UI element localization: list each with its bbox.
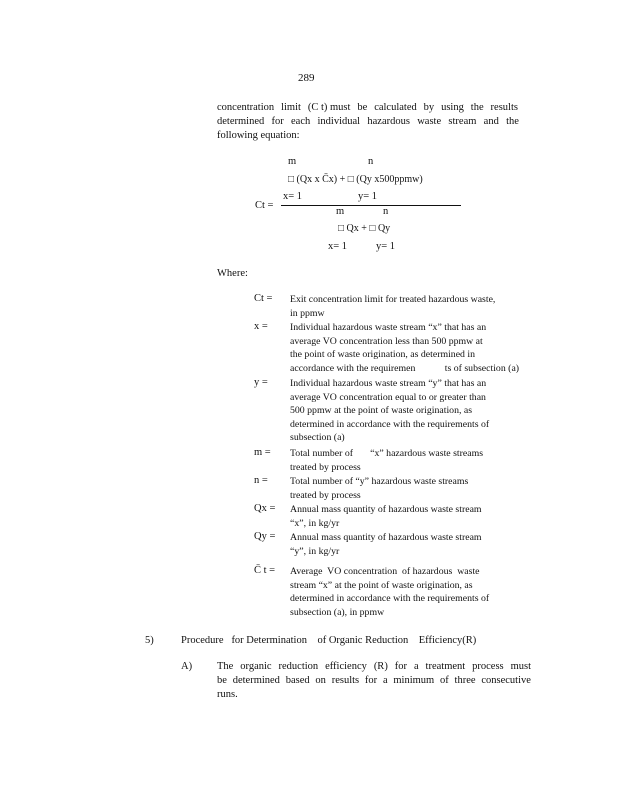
- definition-description: [290, 503, 482, 530]
- den-upper-m: m: [336, 206, 345, 217]
- word: by: [423, 102, 435, 113]
- num-lower-x: x= 1: [283, 191, 303, 202]
- definition-description: [290, 475, 468, 502]
- definition-description: [290, 321, 519, 375]
- word: The: [217, 661, 234, 672]
- word: calculated: [374, 102, 417, 113]
- definition-term: C̄ t =: [254, 565, 276, 576]
- definition-line: 500 ppmw at the point of waste origination, as: [290, 405, 473, 416]
- definition-term: Qy =: [254, 531, 276, 542]
- word: process: [472, 661, 504, 672]
- word: determined: [232, 675, 280, 686]
- word: must: [510, 661, 531, 672]
- word: organic: [240, 661, 272, 672]
- definition-line: stream “x” at the point of waste origination, as: [290, 579, 473, 591]
- word: and: [483, 116, 499, 127]
- denominator-terms: □ Qx + □ Qy: [338, 223, 391, 234]
- word: treatment: [425, 661, 466, 672]
- intro-line-1: [217, 101, 518, 115]
- definition-line: Exit concentration limit for treated hazardous waste,: [290, 294, 496, 305]
- section-5-title: Procedure for Determination of Organic Reduction Efficiency(R): [181, 635, 477, 646]
- word: (R): [373, 661, 388, 672]
- definition-line: the point of waste origination, as determined in: [290, 349, 476, 360]
- intro-line-3: following equation:: [217, 130, 300, 141]
- item-a-line-2: [217, 674, 531, 688]
- definition-line: accordance with the requiremen ts of subsection (a): [290, 362, 520, 374]
- item-a-line-1: [217, 660, 531, 674]
- den-lower-y: y= 1: [376, 241, 396, 252]
- word: consecutive: [481, 675, 531, 686]
- definition-line: determined in accordance with the requirements of: [290, 418, 490, 430]
- definition-description: [290, 447, 483, 474]
- item-a-label: A): [181, 661, 193, 672]
- equation-lhs: Ct =: [255, 200, 274, 211]
- word: reduction: [278, 661, 319, 672]
- word: results: [331, 675, 360, 686]
- word: determined: [217, 116, 265, 127]
- word: be: [217, 675, 227, 686]
- definition-term: m =: [254, 447, 271, 458]
- definition-line: treated by process: [290, 461, 361, 473]
- definition-line: Individual hazardous waste stream “x” that has an: [290, 322, 487, 333]
- definition-line: in ppmw: [290, 307, 325, 319]
- num-upper-m: m: [288, 156, 297, 167]
- word: stream: [448, 116, 477, 127]
- definition-description: [290, 293, 495, 320]
- word: minimum: [393, 675, 435, 686]
- fraction-bar: [281, 205, 461, 206]
- definition-line: “y”, in kg/yr: [290, 545, 340, 557]
- definition-description: [290, 531, 482, 558]
- num-lower-y: y= 1: [358, 191, 378, 202]
- word: for: [271, 116, 284, 127]
- definition-term: x =: [254, 321, 268, 332]
- definition-line: Average VO concentration of hazardous waste: [290, 566, 480, 577]
- definition-line: Annual mass quantity of hazardous waste stream: [290, 504, 482, 515]
- word: hazardous: [367, 116, 410, 127]
- definition-description: [290, 377, 489, 445]
- definition-line: Total number of “y” hazardous waste streams: [290, 476, 469, 487]
- definition-description: [290, 565, 489, 619]
- word: waste: [417, 116, 442, 127]
- definition-line: Annual mass quantity of hazardous waste stream: [290, 532, 482, 543]
- definition-line: subsection (a): [290, 432, 345, 443]
- page-number: 289: [298, 72, 315, 84]
- definition-line: Individual hazardous waste stream “y” that has an: [290, 378, 487, 389]
- word: (C t) must: [307, 102, 351, 113]
- word: individual: [317, 116, 361, 127]
- definition-line: subsection (a), in ppmw: [290, 606, 385, 618]
- definition-line: “x”, in kg/yr: [290, 517, 340, 529]
- section-5-number: 5): [145, 635, 154, 646]
- word: a: [413, 661, 419, 672]
- word: of: [440, 675, 449, 686]
- word: each: [291, 116, 311, 127]
- word: based: [285, 675, 310, 686]
- definition-line: Total number of “x” hazardous waste streams: [290, 448, 484, 459]
- intro-line-2: [217, 115, 519, 129]
- word: for: [394, 661, 407, 672]
- word: efficiency: [325, 661, 367, 672]
- den-upper-n: n: [383, 206, 389, 217]
- word: a: [382, 675, 388, 686]
- definition-line: average VO concentration less than 500 ppmw at: [290, 335, 483, 347]
- definition-line: treated by process: [290, 489, 361, 501]
- word: the: [506, 116, 519, 127]
- definition-term: y =: [254, 377, 268, 388]
- word: be: [357, 102, 368, 113]
- word: results: [490, 102, 518, 113]
- numerator-terms: □ (Qx x C̄x) + □ (Qy x500ppmw): [288, 174, 423, 185]
- item-a-line-3: runs.: [217, 689, 238, 700]
- word: limit: [281, 102, 301, 113]
- where-label: Where:: [217, 268, 248, 279]
- word: using: [441, 102, 464, 113]
- definition-term: Qx =: [254, 503, 276, 514]
- word: for: [364, 675, 378, 686]
- word: on: [315, 675, 326, 686]
- word: three: [454, 675, 476, 686]
- den-lower-x: x= 1: [328, 241, 348, 252]
- num-upper-n: n: [368, 156, 374, 167]
- definition-line: determined in accordance with the requirements of: [290, 593, 490, 604]
- word: concentration: [217, 102, 275, 113]
- definition-line: average VO concentration equal to or greater than: [290, 391, 486, 403]
- definition-term: Ct =: [254, 293, 273, 304]
- definition-term: n =: [254, 475, 268, 486]
- word: the: [470, 102, 484, 113]
